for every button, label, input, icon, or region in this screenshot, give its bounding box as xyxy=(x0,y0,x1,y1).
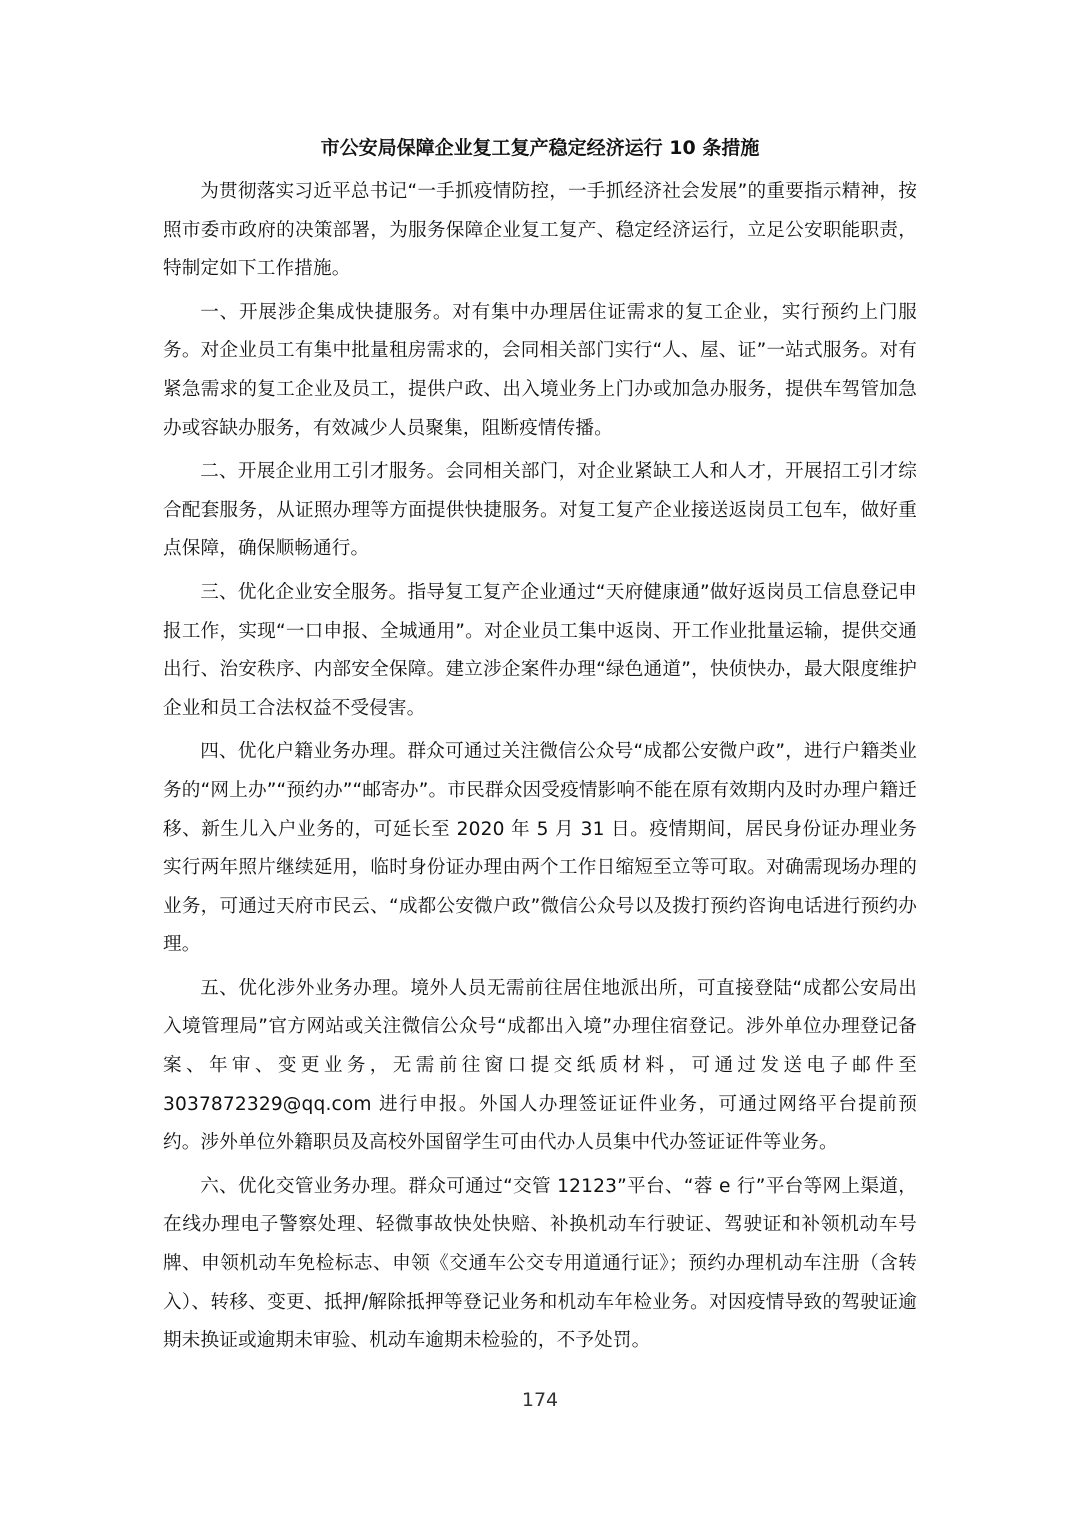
page-number: 174 xyxy=(521,1389,559,1411)
paragraph-measure-3: 三、优化企业安全服务。指导复工复产企业通过“天府健康通”做好返岗员工信息登记申报工作，实现“一口申报、全城通用”。对企业员工集中返岗、开工作业批量运输，提供交通出行、治安秩序、内部安全保障。建立涉企案件办理“绿色通道”，快侦快办，最大限度维护企业和员工合法权益不受侵害。 xyxy=(163,581,917,719)
paragraph-measure-1: 一、开展涉企集成快捷服务。对有集中办理居住证需求的复工企业，实行预约上门服务。对企业员工有集中批量租房需求的，会同相关部门实行“人、屋、证”一站式服务。对有紧急需求的复工企业及员工，提供户政、出入境业务上门办或加急办服务，提供车驾管加急办或容缺办服务，有效减少人员聚集，阻断疫情传播。 xyxy=(163,301,917,439)
paragraph-measure-2: 二、开展企业用工引才服务。会同相关部门，对企业紧缺工人和人才，开展招工引才综合配套服务，从证照办理等方面提供快捷服务。对复工复产企业接送返岗员工包车，做好重点保障，确保顺畅通行。 xyxy=(163,461,917,560)
document-title: 市公安局保障企业复工复产稳定经济运行 10 条措施 xyxy=(320,137,760,159)
paragraph-measure-5: 五、优化涉外业务办理。境外人员无需前往居住地派出所，可直接登陆“成都公安局出入境管理局”官方网站或关注微信公众号“成都出入境”办理住宿登记。涉外单位办理登记备案、年审、变更业务，无需前往窗口提交纸质材料，可通过发送电子邮件至3037872329@qq.com 进行申报。外国人办理签证证件业务，可通过网络平台提前预约。涉外单位外籍职员及高校外国留学生可由代办人员集中代办签证证件等业务。 xyxy=(163,977,917,1154)
paragraph-intro: 为贯彻落实习近平总书记“一手抓疫情防控，一手抓经济社会发展”的重要指示精神，按照市委市政府的决策部署，为服务保障企业复工复产、稳定经济运行，立足公安职能职责，特制定如下工作措施。 xyxy=(163,181,917,280)
paragraph-measure-4: 四、优化户籍业务办理。群众可通过关注微信公众号“成都公安微户政”，进行户籍类业务的“网上办”“预约办”“邮寄办”。市民群众因受疫情影响不能在原有效期内及时办理户籍迁移、新生儿入户业务的，可延长至 2020 年 5 月 31 日。疫情期间，居民身份证办理业务实行两年照片继续延用，临时身份证办理由两个工作日缩短至立等可取。对确需现场办理的业务，可通过天府市民云、“成都公安微户政”微信公众号以及拨打预约咨询电话进行预约办理。 xyxy=(163,741,917,956)
paragraph-measure-6: 六、优化交管业务办理。群众可通过“交管 12123”平台、“蓉 e 行”平台等网上渠道，在线办理电子警察处理、轻微事故快处快赔、补换机动车行驶证、驾驶证和补领机动车号牌、申领机动车免检标志、申领《交通车公交专用道通行证》；预约办理机动车注册（含转入）、转移、变更、抵押/解除抵押等登记业务和机动车年检业务。对因疫情导致的驾驶证逾期未换证或逾期未审验、机动车逾期未检验的，不予处罚。 xyxy=(163,1175,917,1352)
document-body xyxy=(163,173,917,1366)
